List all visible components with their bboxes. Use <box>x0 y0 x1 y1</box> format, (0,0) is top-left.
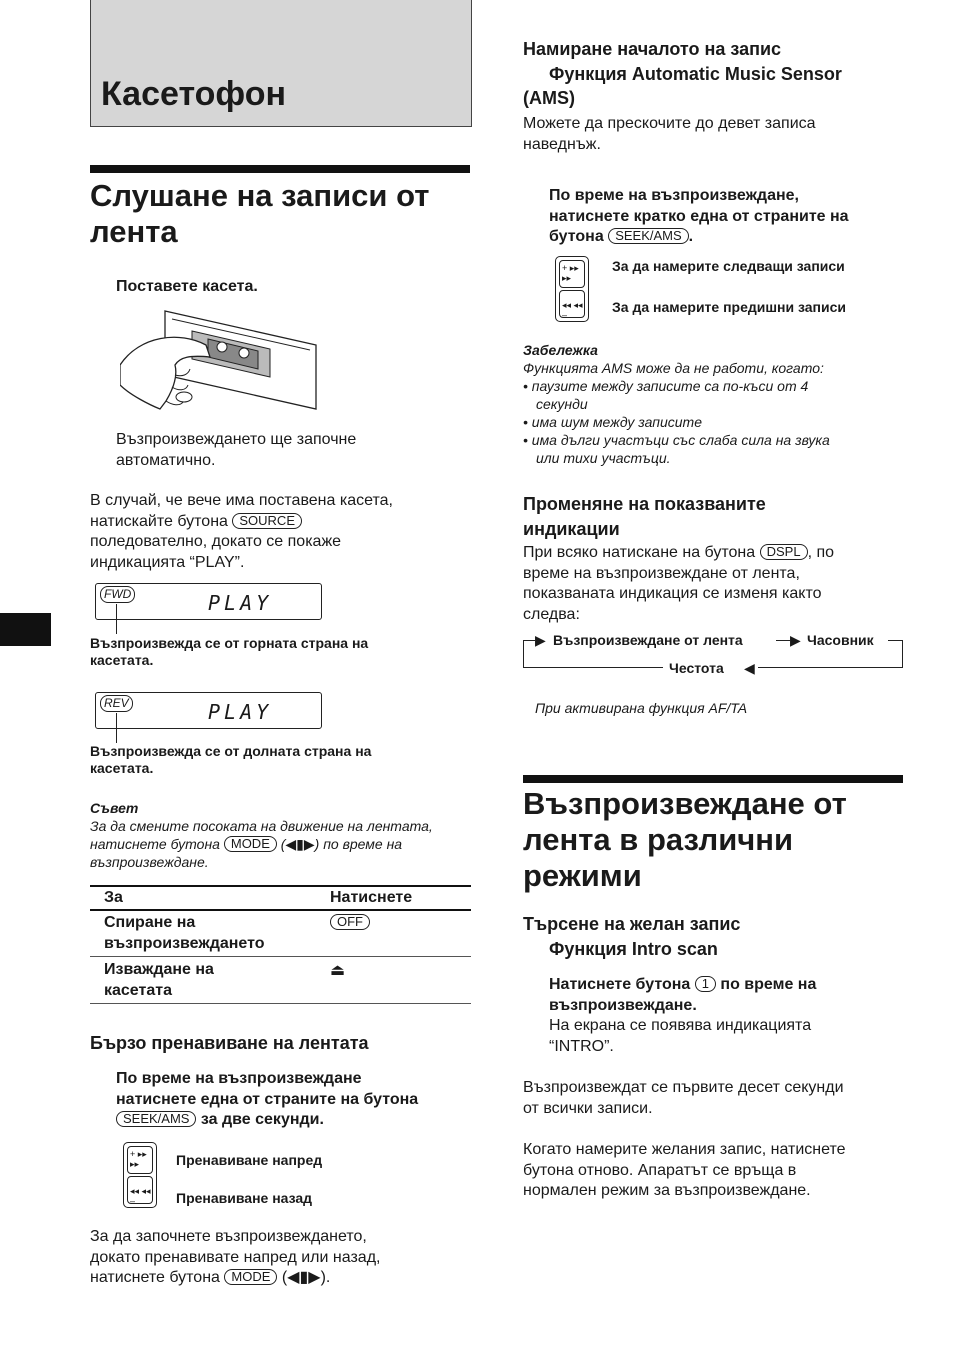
intro-scan-subtitle: Търсене на желан запис Функция Intro scan <box>523 914 741 959</box>
flow-line <box>758 667 903 668</box>
flow-line <box>523 640 524 668</box>
display-fwd-caption: Възпроизвежда се от горната страна на касетата. <box>90 635 369 668</box>
table-row-stop: Спиране на възпроизвеждането <box>104 914 265 952</box>
autostart-text: Възпроизвеждането ще започне автоматично. <box>116 431 357 469</box>
table-row-rule <box>90 956 471 957</box>
section-title-listening: Слушане на записи от лента <box>90 178 430 249</box>
flow-note: При активирана функция AF/TA <box>535 700 748 716</box>
mode-button[interactable]: MODE <box>224 1269 277 1285</box>
flow-arrow-icon: ▶ <box>790 632 801 648</box>
note-bullet: • има шум между записите <box>523 414 702 430</box>
mode-button[interactable]: MODE <box>224 836 277 852</box>
leader-line <box>116 604 117 634</box>
table-row-eject: Изваждане на касетата <box>104 961 214 999</box>
off-button[interactable]: OFF <box>330 914 370 930</box>
source-button[interactable]: SOURCE <box>232 513 302 529</box>
seek-ams-button[interactable]: SEEK/AMS <box>116 1111 196 1127</box>
display-panel-rev <box>95 692 322 729</box>
ams-intro: Можете да прескочите до девет записа наведнъж. <box>523 115 816 153</box>
seek-ams-button-diagram: + ▸▸ ▸▸ ◂◂ ◂◂ – <box>555 256 589 322</box>
leader-line <box>116 713 117 743</box>
display-panel-fwd <box>95 583 322 620</box>
ff-end-paragraph: За да започнете възпроизвеждането, докато пренавивате напред или назад, натиснете бутона MODE (◀▮▶). <box>90 1228 381 1286</box>
ams-note: Забележка Функцията AMS може да не работи, когато: • паузите между записите са по-къси от 4 секунди • има шум между записите • има дълги участъци със слаба сила на звука или тихи участъци. <box>523 342 830 466</box>
ff-forward-label: Пренавиване напред <box>176 1152 323 1168</box>
flow-line <box>902 640 903 668</box>
section-rule-left <box>90 165 470 173</box>
rev-indicator: REV <box>100 695 133 712</box>
tip-title: Съвет <box>90 800 139 816</box>
flow-line <box>776 640 790 641</box>
ams-next-label: За да намерите следващи записи <box>612 258 845 274</box>
ams-title: Намиране началото на запис Функция Automatic Music Sensor (AMS) <box>523 39 842 108</box>
cassette-insert-illustration <box>120 305 320 415</box>
table-header-for: За <box>104 889 123 906</box>
intro-scan-paragraph-2: Когато намерите желания запис, натиснете бутона отново. Апаратът се връща в нормален режим за възпроизвеждане. <box>523 1141 846 1199</box>
note-bullet: • има дълги участъци със слаба сила на звука или тихи участъци. <box>523 432 830 466</box>
flow-playback-label: Възпроизвеждане от лента <box>553 632 743 648</box>
note-title: Забележка <box>523 342 598 358</box>
table-top-rule <box>90 885 471 887</box>
ff-step: По време на възпроизвеждане натиснете една от страните на бутона SEEK/AMS за две секунди. <box>116 1070 419 1128</box>
flow-line <box>888 640 903 641</box>
section-title-modes: Възпроизвеждане от лента в различни режими <box>523 786 847 893</box>
dspl-button[interactable]: DSPL <box>760 544 808 560</box>
fwd-indicator: FWD <box>100 586 135 603</box>
chapter-title: Касетофон <box>101 75 287 113</box>
flow-arrow-icon: ◀ <box>744 660 755 676</box>
intro-scan-step: Натиснете бутона 1 по време на възпроизвеждане. На екрана се появява индикацията “INTRO”. <box>549 976 817 1055</box>
intro-scan-paragraph-1: Възпроизвеждат се първите десет секунди от всички записи. <box>523 1079 844 1117</box>
eject-icon[interactable]: ⏏ <box>330 962 346 979</box>
play-indicator: PLAY <box>208 591 273 615</box>
tip-block: Съвет За да смените посоката на движение на лентата, натиснете бутона MODE (◀▮▶) по време на възпроизвеждане. <box>90 800 433 870</box>
ff-title: Бързо пренавиване на лентата <box>90 1033 369 1053</box>
table-header-rule <box>90 909 471 911</box>
seek-ams-button[interactable]: SEEK/AMS <box>608 228 688 244</box>
step-insert-cassette: Поставете касета. <box>116 278 258 295</box>
table-bottom-rule <box>90 1003 471 1004</box>
button-1[interactable]: 1 <box>695 976 716 992</box>
side-tab-marker <box>0 613 51 646</box>
display-rev-caption: Възпроизвежда се от долната страна на касетата. <box>90 743 372 776</box>
ams-prev-label: За да намерите предишни записи <box>612 299 847 315</box>
source-paragraph: В случай, че вече има поставена касета, натискайте бутона SOURCE поледователно, докато се покаже индикацията “PLAY”. <box>90 492 393 571</box>
display-change-title: Променяне на показваните индикации <box>523 494 766 539</box>
table-header-press: Натиснете <box>330 889 413 906</box>
display-change-paragraph: При всяко натискане на бутона DSPL , по време на възпроизвеждане от лента, показваната индикация се изменя както следва: <box>523 544 835 623</box>
seek-ams-button-diagram: + ▸▸ ▸▸ ◂◂ ◂◂ – <box>123 1142 157 1208</box>
flow-arrow-icon: ▶ <box>535 632 546 648</box>
flow-frequency-label: Честота <box>669 660 724 676</box>
flow-line <box>523 667 663 668</box>
note-bullet: • паузите между записите са по-къси от 4 секунди <box>523 378 809 412</box>
section-rule-right <box>523 775 903 783</box>
chapter-header-box <box>90 0 472 127</box>
ff-rewind-label: Пренавиване назад <box>176 1190 313 1206</box>
flow-line <box>523 640 535 641</box>
ams-step: По време на възпроизвеждане, натиснете кратко една от страните на бутона SEEK/AMS . <box>549 187 849 245</box>
play-indicator: PLAY <box>208 700 273 724</box>
flow-clock-label: Часовник <box>807 632 874 648</box>
